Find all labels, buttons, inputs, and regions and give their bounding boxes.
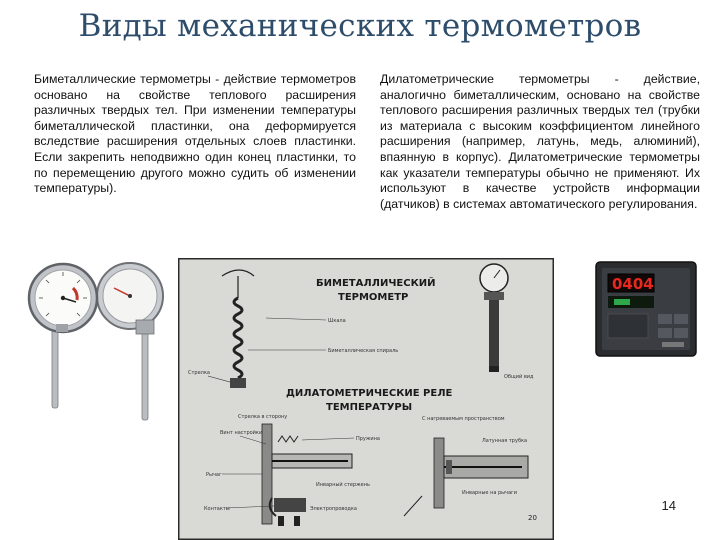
label-to-heated-medium: Стрелка в сторону: [238, 414, 288, 420]
bimetal-text: Биметаллические термометры - действие термометров основано на свойстве теплового расширения различных твердых тел. При изменении температуры биметаллической пластинки, она деформируется вследствие расширения отдельных слоев пластинки. Если закрепить неподвижно один конец пластинки, то по перемещению другого можно судить об изменении температуры).: [34, 72, 356, 196]
label-with-heated-space: С нагреваемым пространством: [422, 416, 505, 422]
module-display-value: 0404: [612, 275, 654, 293]
label-lever: Рычаг: [206, 472, 222, 478]
dial-thermometer-back: [97, 263, 163, 420]
bimetal-title-1: БИМЕТАЛЛИЧЕСКИЙ: [316, 278, 436, 289]
dial-thermometer-front: [29, 264, 97, 408]
dilatometric-title-2: ТЕМПЕРАТУРЫ: [326, 402, 413, 413]
dilatometric-text: Дилатометрические термометры - действие, аналогично биметаллическим, основано на свойстве теплового расширения различных твердых тел (трубки из материала с высоким коэффициентом линейного расширения (например, латунь, медь, алюминий), впаянную в корпус). Дилатометрические термометры как указатели температуры обычно не применяют. Их используют в качестве устройств информации (датчиков) в системах автоматического регулирования.: [380, 72, 700, 211]
digital-controller-photo: [592, 258, 700, 360]
label-arrow: Стрелка: [188, 370, 210, 376]
label-brass-tube: Латунная трубка: [482, 438, 528, 444]
label-spring: Пружина: [356, 436, 380, 442]
label-electric-wiring: Электропроводка: [310, 506, 357, 512]
slide-number: 14: [661, 498, 676, 513]
dilatometric-description: [380, 72, 700, 212]
diagram-page-number: 20: [528, 514, 537, 522]
label-screw: Винт настройки: [220, 430, 263, 436]
label-invar-rods: Инварные на рычаги: [462, 490, 518, 496]
bimetal-title-2: ТЕРМОМЕТР: [338, 292, 409, 303]
label-invar-rod: Инварный стержень: [316, 482, 370, 488]
slide-title: Виды механических термометров: [78, 8, 642, 44]
label-bimetal-spiral: Биметаллическая спираль: [328, 348, 399, 354]
label-contacts: Контакты: [204, 506, 230, 512]
thermometer-diagrams: [178, 258, 554, 540]
label-general-view: Общий вид: [504, 374, 534, 380]
dilatometric-title-1: ДИЛАТОМЕТРИЧЕСКИЕ РЕЛЕ: [286, 388, 453, 399]
bimetal-description: [34, 72, 356, 197]
dial-thermometers-photo: [18, 258, 168, 428]
label-scale: Шкала: [328, 318, 346, 324]
